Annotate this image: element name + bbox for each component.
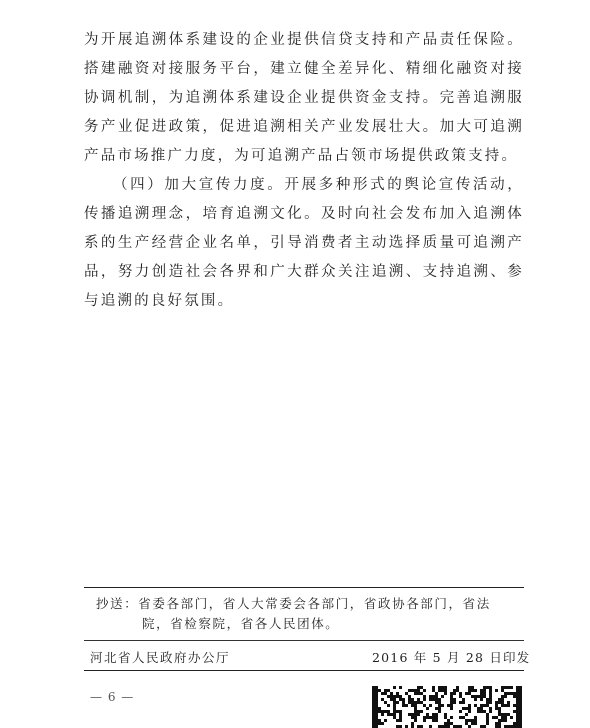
footer-top-rule <box>84 587 524 588</box>
issue-date: 2016 年 5 月 28 日印发 <box>372 650 531 665</box>
paragraph-publicity: （四）加大宣传力度。开展多种形式的舆论宣传活动，传播追溯理念，培育追溯文化。及时向社会发布加入追溯体系的生产经营企业名单，引导消费者主动选择质量可追溯产品，努力创造社会各界和广大群众关注追溯、支持追溯、参与追溯的良好氛围。 <box>84 177 524 309</box>
paragraph-financing: 为开展追溯体系建设的企业提供信贷支持和产品责任保险。搭建融资对接服务平台，建立健全差异化、精细化融资对接协调机制，为追溯体系建设企业提供资金支持。完善追溯服务产业促进政策，促进追溯相关产业发展壮大。加大可追溯产品市场推广力度，为可追溯产品占领市场提供政策支持。 <box>84 32 524 164</box>
barcode-icon <box>372 686 522 728</box>
page-number: — 6 — <box>90 690 135 704</box>
cc-list <box>96 594 511 634</box>
cc-line-1: 抄送：省委各部门，省人大常委会各部门，省政协各部门，省法 <box>96 596 491 611</box>
footer-middle-rule <box>84 640 524 641</box>
issuing-office: 河北省人民政府办公厅 <box>90 650 231 665</box>
footer-bottom-rule <box>84 670 524 671</box>
cc-line-2: 院，省检察院，省各人民团体。 <box>142 616 340 631</box>
body-text <box>84 26 524 316</box>
